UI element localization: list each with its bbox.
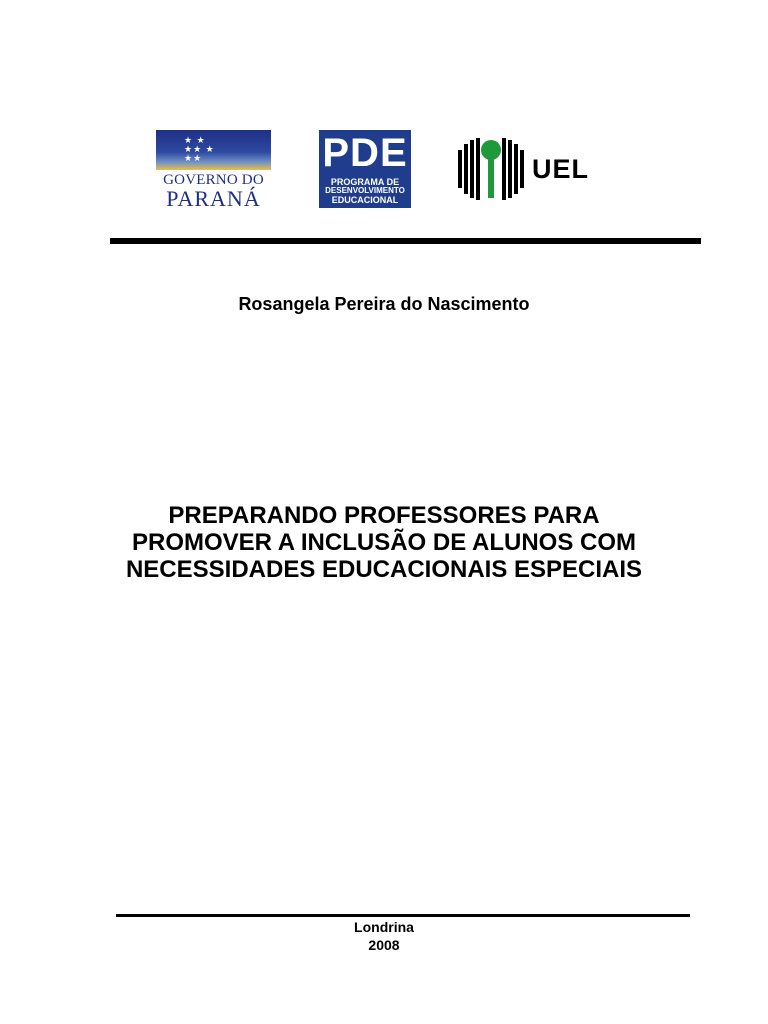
governo-parana-logo	[156, 130, 271, 210]
header-divider	[110, 238, 701, 244]
city-name: Londrina	[354, 919, 414, 935]
title-line: PREPARANDO PROFESSORES PARA	[168, 502, 600, 529]
parana-logo-text-2: PARANÁ	[166, 186, 261, 211]
title-line: NECESSIDADES EDUCACIONAIS ESPECIAIS	[125, 556, 643, 583]
parana-logo-text-1: GOVERNO DO	[163, 172, 264, 188]
uel-emblem-icon	[456, 136, 526, 202]
parana-sky-band	[156, 130, 271, 170]
uel-acronym: UEL	[532, 154, 589, 184]
footer-divider	[116, 914, 690, 917]
document-title	[0, 502, 768, 583]
pde-acronym: PDE	[322, 131, 408, 175]
title-line: PROMOVER A INCLUSÃO DE ALUNOS COM	[131, 529, 636, 556]
author-name: Rosangela Pereira do Nascimento	[238, 294, 530, 314]
pde-logo	[319, 130, 411, 208]
publication-year: 2008	[368, 937, 400, 953]
stars-icon: ★ ★ ★★ ★ ★★	[184, 135, 215, 163]
pde-line-1: PROGRAMA DE	[330, 177, 400, 187]
uel-logo	[456, 136, 604, 202]
pde-line-2: DESENVOLVIMENTO	[325, 186, 405, 195]
pde-line-3: EDUCACIONAL	[331, 195, 399, 205]
